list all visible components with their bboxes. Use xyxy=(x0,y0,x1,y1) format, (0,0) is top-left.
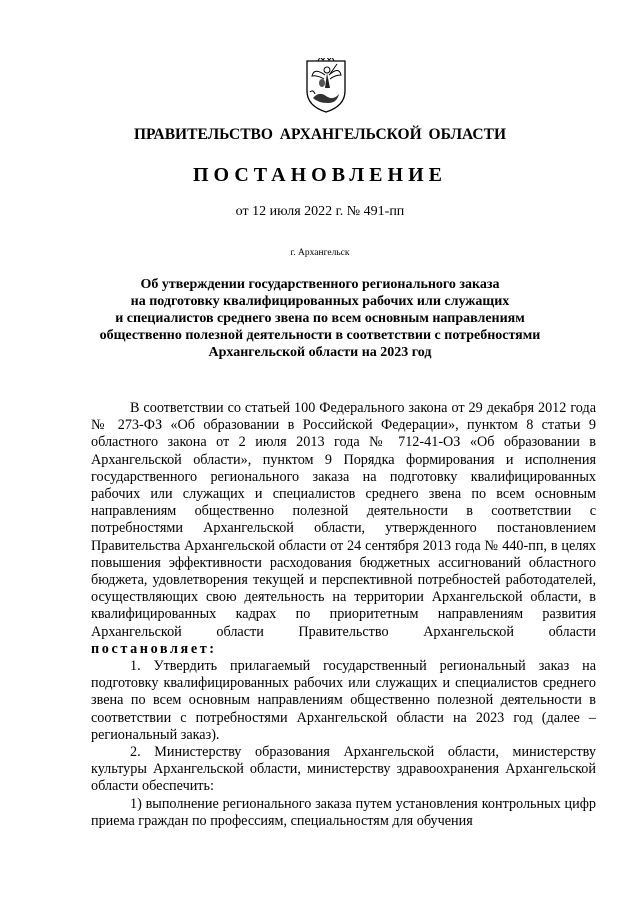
document-type: ПОСТАНОВЛЕНИЕ xyxy=(193,164,447,186)
document-body xyxy=(91,400,596,830)
document-city: г. Архангельск xyxy=(290,248,350,258)
item-2-paragraph: 2. Министерству образования Архангельской области, министерству культуры Архангельской области, министерству здравоохранения Архангельской области обеспечить: xyxy=(91,744,596,795)
document-date-number: от 12 июля 2022 г. № 491-пп xyxy=(235,204,405,219)
document-title xyxy=(90,276,550,361)
item-1-paragraph: 1. Утвердить прилагаемый государственный региональный заказ на подготовку квалифицированных рабочих или служащих и специалистов среднего звена по всем основным направлениям общественно полезной деятельности в соответствии с потребностями Архангельской области на 2023 год (далее – региональный заказ). xyxy=(91,658,596,743)
preamble-paragraph xyxy=(91,400,596,658)
title-line: Архангельской области на 2023 год xyxy=(208,345,432,360)
government-name: ПРАВИТЕЛЬСТВО АРХАНГЕЛЬСКОЙ ОБЛАСТИ xyxy=(133,126,506,143)
title-line: и специалистов среднего звена по всем основным направлениям xyxy=(115,311,525,326)
preamble-text: В соответствии со статьей 100 Федерального закона от 29 декабря 2012 года № 273-ФЗ «Об образовании в Российской Федерации», пунктом 8 статьи 9 областного закона от 2 июля 2013 года № 712-41-ОЗ «Об образовании в Архангельской области», пунктом 9 Порядка формирования и исполнения государственного регионального заказа на подготовку квалифицированных рабочих или служащих и специалистов среднего звена по всем основным направлениям общественно полезной деятельности в соответствии с потребностями Архангельской области, утвержденного постановлением Правительства Архангельской области от 24 сентября 2013 года № 440-пп, в целях повышения эффективности расходования бюджетных ассигнований областного бюджета, удовлетворения текущей и перспективной потребностей работодателей, осуществляющих свою деятельность на территории Архангельской области, в квалифицированных кадрах по приоритетным направлениям развития Архангельской области Правительство Архангельской области xyxy=(91,400,596,640)
decrees-colon: : xyxy=(209,640,217,657)
arkhangelsk-coat-of-arms-icon xyxy=(304,58,348,114)
decrees-word: постановляет xyxy=(91,640,210,657)
title-line: Об утверждении государственного регионального заказа xyxy=(140,277,500,292)
title-line: на подготовку квалифицированных рабочих или служащих xyxy=(130,294,510,309)
title-line: общественно полезной деятельности в соответствии с потребностями xyxy=(99,328,541,343)
item-2-1-paragraph: 1) выполнение регионального заказа путем установления контрольных цифр приема граждан по профессиям, специальностям для обучения xyxy=(91,795,596,829)
